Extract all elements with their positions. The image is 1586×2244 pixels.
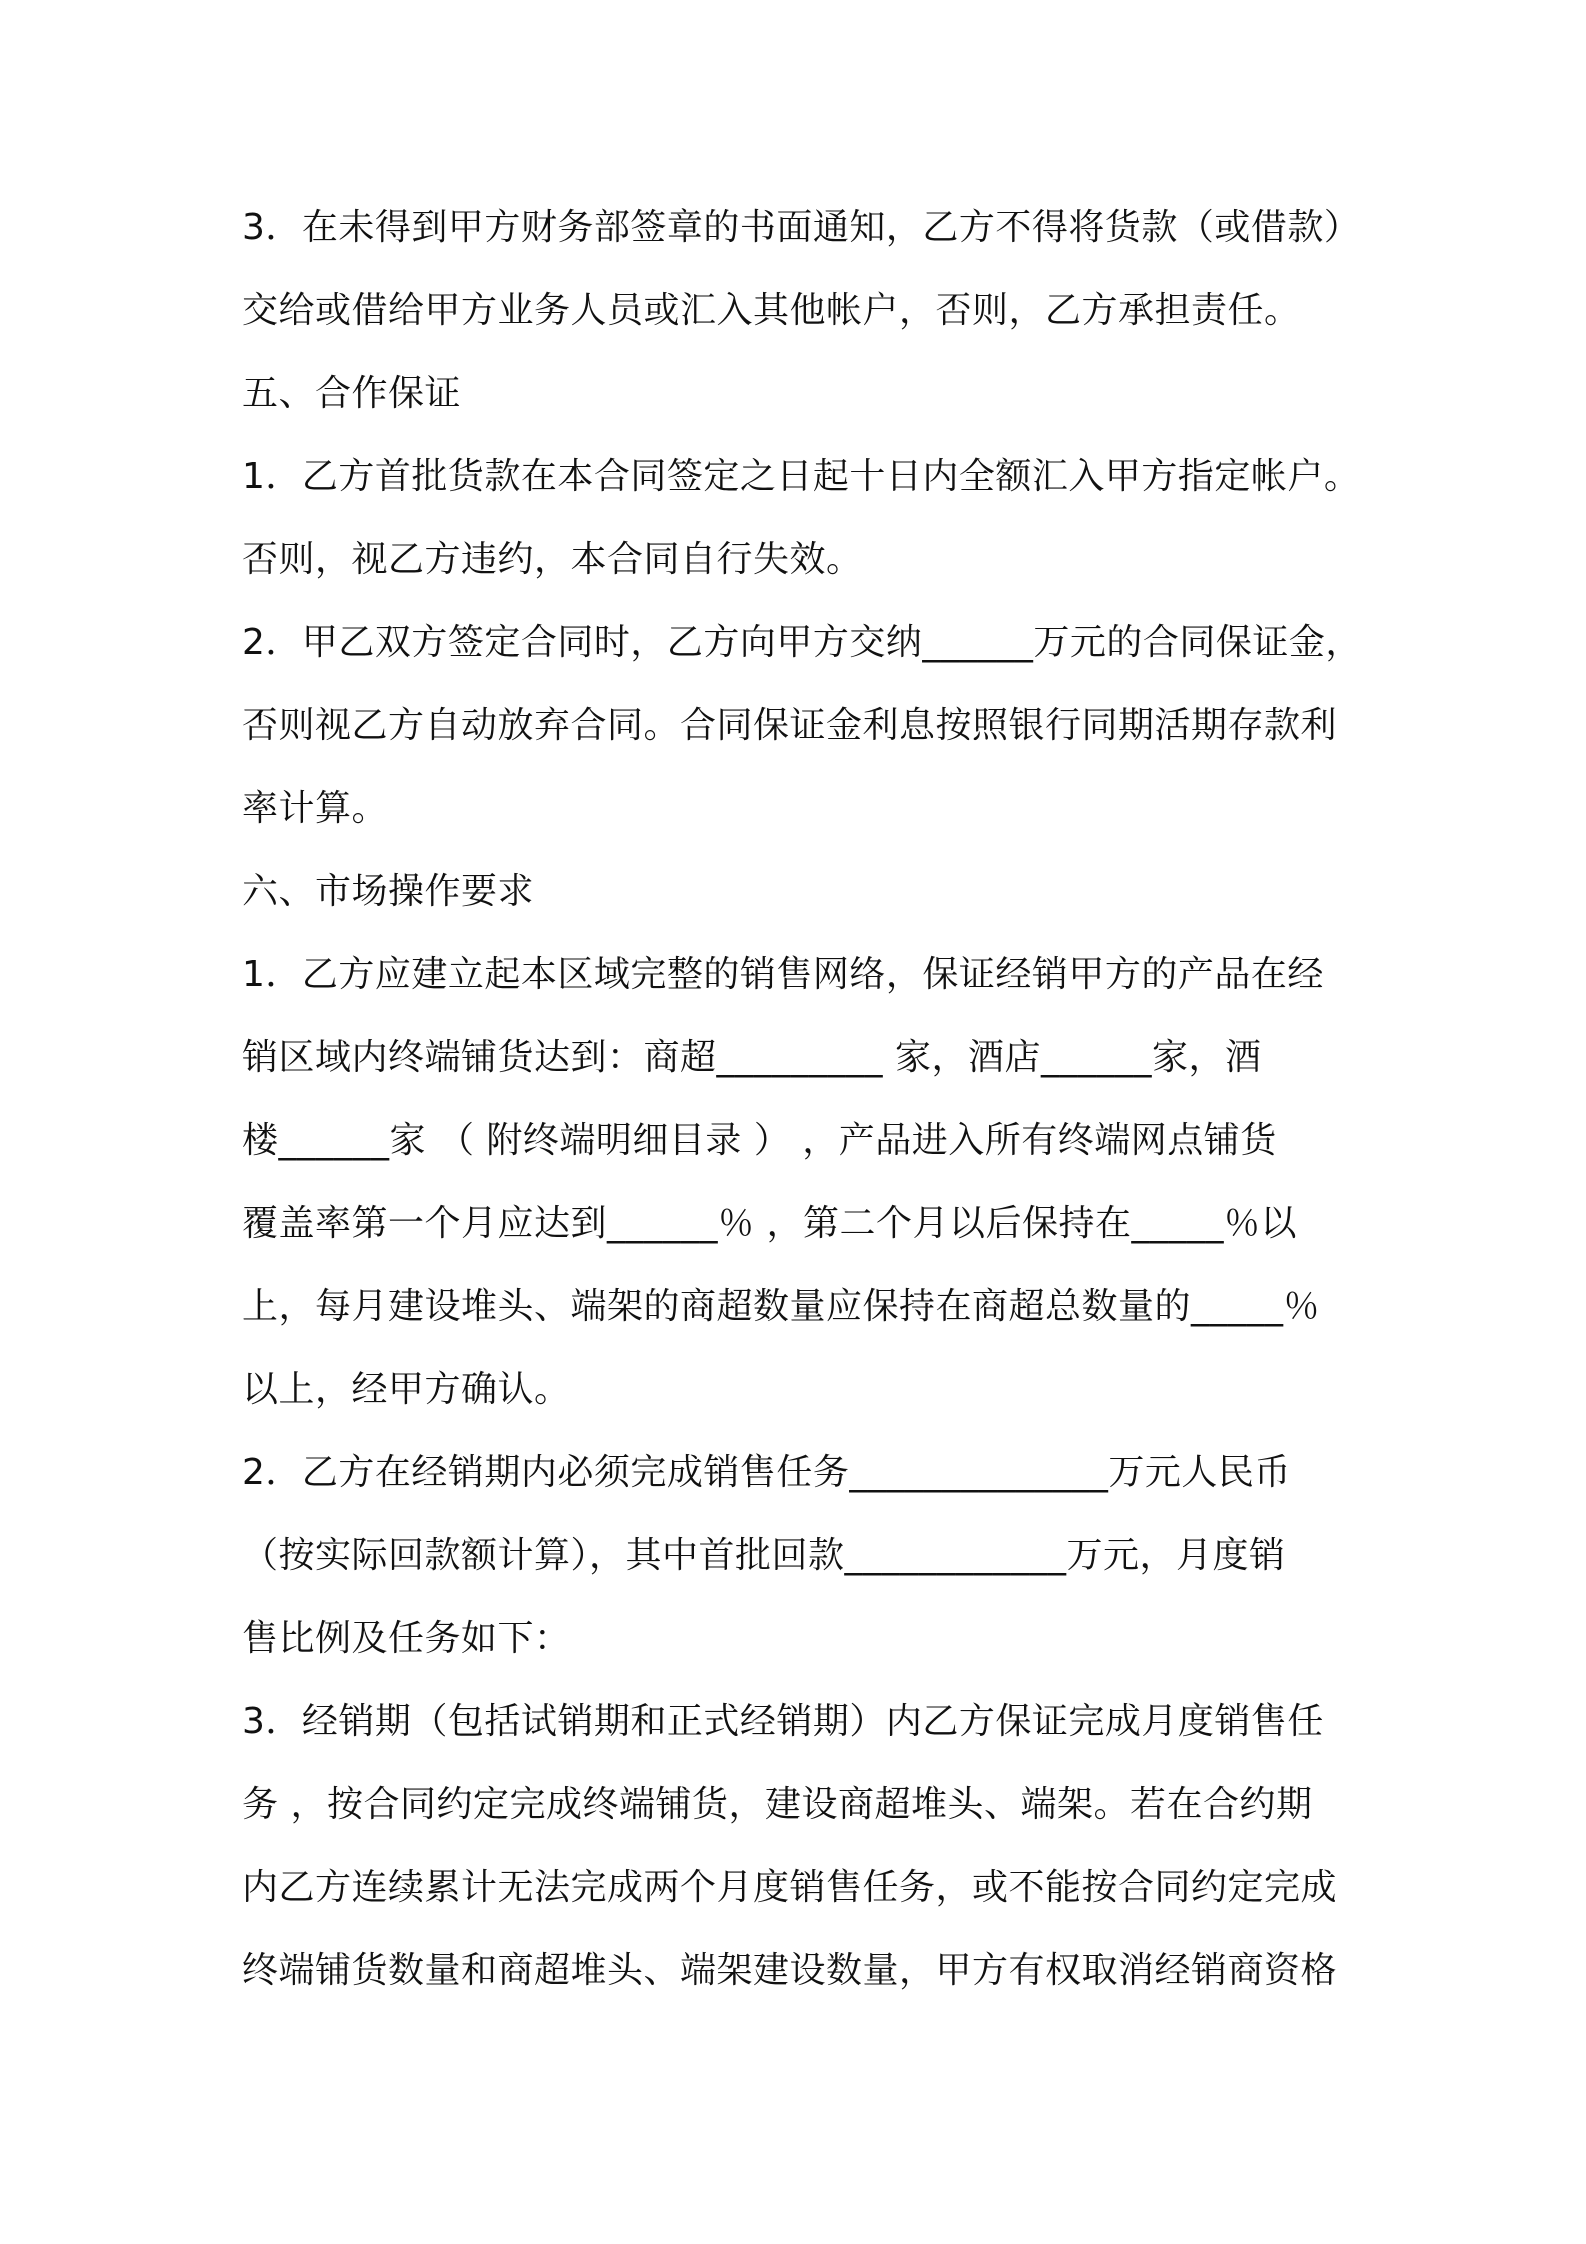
section-6-clause-3-line-2: 务 ，按合同约定完成终端铺货，建设商超堆头、端架。若在合约期 <box>242 1784 1313 1825</box>
section-6-clause-1-line-6: 以上，经甲方确认。 <box>242 1369 571 1410</box>
section-5-heading: 五、合作保证 <box>242 373 462 414</box>
section-5-clause-2-line-3: 率计算。 <box>242 788 389 829</box>
clause-3-line-1: 3．在未得到甲方财务部签章的书面通知，乙方不得将货款（或借款） <box>242 207 1361 248</box>
clause-3-line-2: 交给或借给甲方业务人员或汇入其他帐户，否则，乙方承担责任。 <box>242 290 1301 331</box>
section-6-clause-1-line-3: 楼______家 （ 附终端明细目录 ） ，产品进入所有终端网点铺货 <box>242 1120 1277 1161</box>
section-6-clause-2-line-3: 售比例及任务如下： <box>242 1618 571 1659</box>
section-6-heading: 六、市场操作要求 <box>242 871 535 912</box>
section-6-clause-2-line-2: （按实际回款额计算），其中首批回款____________万元，月度销 <box>242 1535 1286 1576</box>
section-6-clause-3-line-1: 3．经销期（包括试销期和正式经销期）内乙方保证完成月度销售任 <box>242 1701 1324 1742</box>
section-5-clause-2-line-2: 否则视乙方自动放弃合同。合同保证金利息按照银行同期活期存款利 <box>242 705 1338 746</box>
section-5-clause-1-line-1: 1．乙方首批货款在本合同签定之日起十日内全额汇入甲方指定帐户。 <box>242 456 1361 497</box>
section-5-clause-2-line-1: 2．甲乙双方签定合同时，乙方向甲方交纳______万元的合同保证金， <box>242 622 1362 663</box>
section-5-clause-1-line-2: 否则，视乙方违约，本合同自行失效。 <box>242 539 863 580</box>
section-6-clause-1-line-1: 1．乙方应建立起本区域完整的销售网络，保证经销甲方的产品在经 <box>242 954 1324 995</box>
section-6-clause-3-line-3: 内乙方连续累计无法完成两个月度销售任务，或不能按合同约定完成 <box>242 1867 1338 1908</box>
section-6-clause-1-line-5: 上，每月建设堆头、端架的商超数量应保持在商超总数量的_____％ <box>242 1286 1321 1327</box>
section-6-clause-3-line-4: 终端铺货数量和商超堆头、端架建设数量，甲方有权取消经销商资格 <box>242 1950 1338 1991</box>
section-6-clause-1-line-2: 销区域内终端铺货达到：商超_________ 家，酒店______家，酒 <box>242 1037 1262 1078</box>
section-6-clause-2-line-1: 2．乙方在经销期内必须完成销售任务______________万元人民币 <box>242 1452 1291 1493</box>
section-6-clause-1-line-4: 覆盖率第一个月应达到______％ ，第二个月以后保持在_____％以 <box>242 1203 1297 1244</box>
